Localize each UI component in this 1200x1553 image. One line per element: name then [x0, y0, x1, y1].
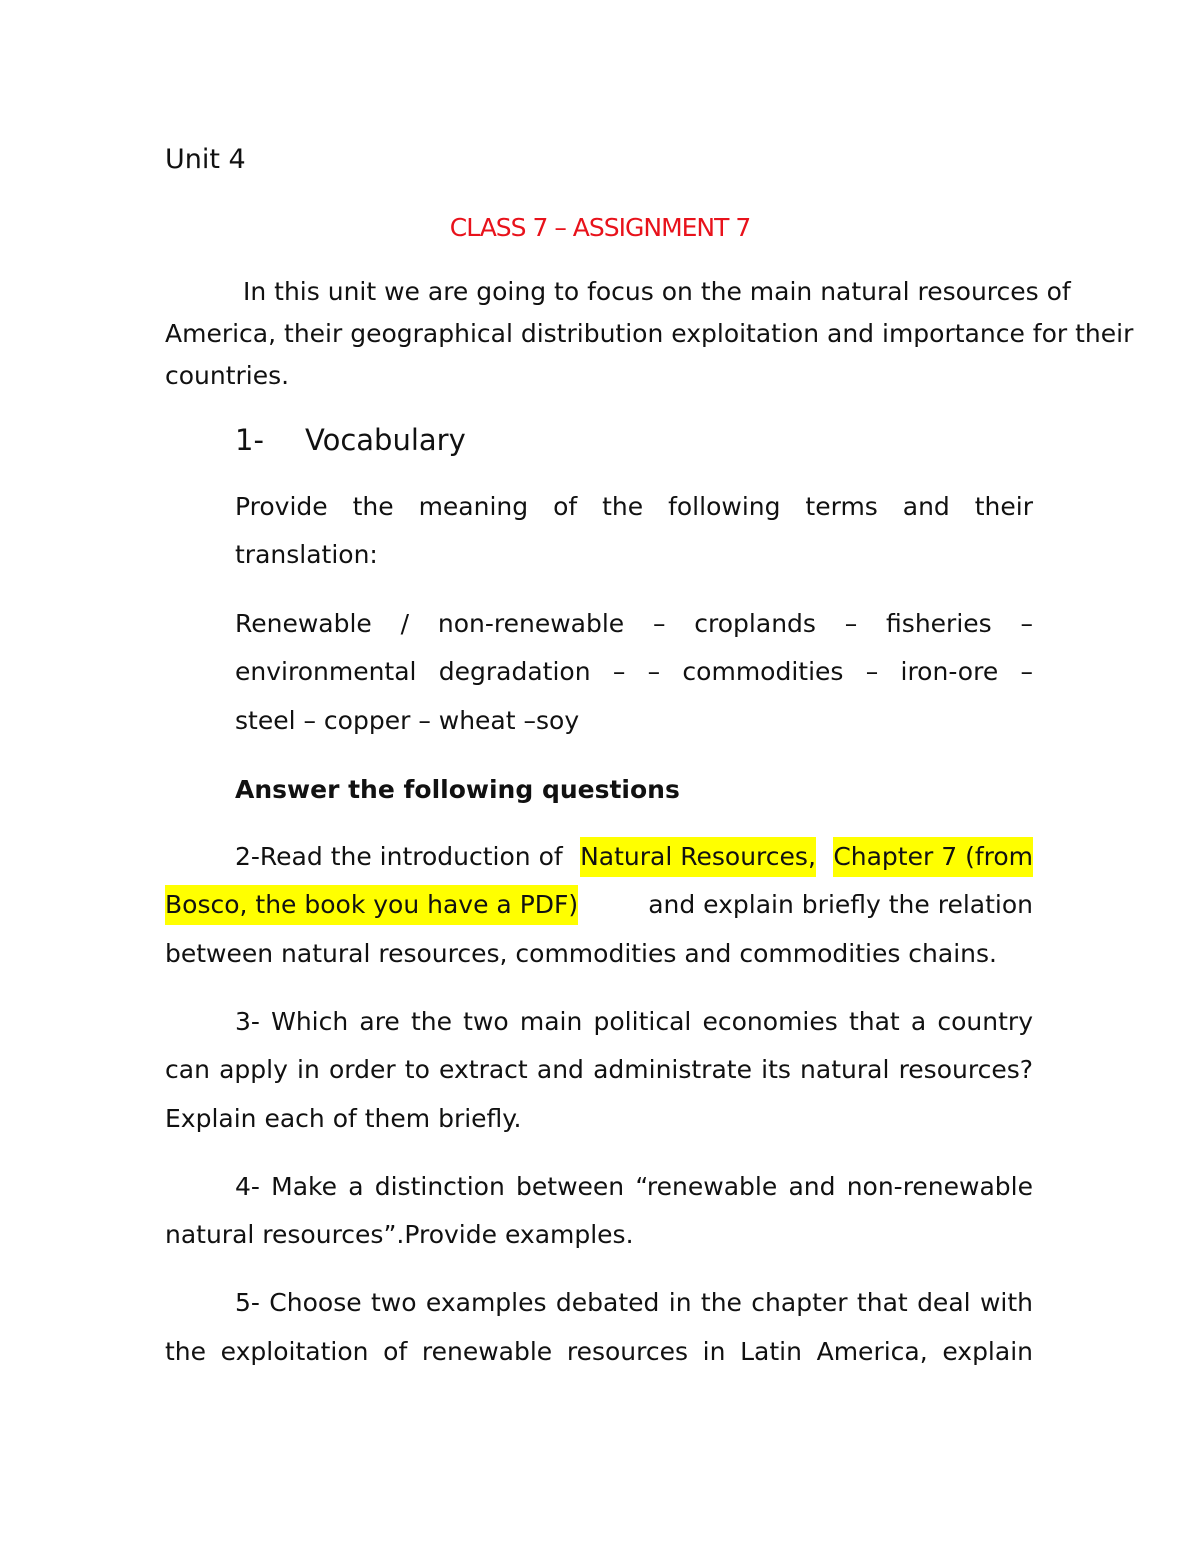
- section-number: 1-: [235, 423, 264, 457]
- assignment-title: CLASS 7 – ASSIGNMENT 7: [449, 213, 751, 242]
- unit-label: Unit 4: [165, 144, 246, 175]
- section-vocabulary-heading: [235, 420, 466, 460]
- q4-line-2: natural resources”.Provide examples.: [165, 1220, 634, 1249]
- q2-rest: and explain briefly the relation: [648, 890, 1033, 919]
- questions-heading: Answer the following questions: [235, 775, 680, 804]
- q2-line-1: [235, 837, 1033, 877]
- vocab-terms-line-2: environmental degradation – – commodities – iron-ore –: [235, 657, 1033, 686]
- vocab-terms-line-1: Renewable / non-renewable – croplands – fisheries –: [235, 609, 1033, 638]
- q2-highlight-bosco: Bosco, the book you have a PDF): [165, 885, 578, 925]
- intro-line-1: In this unit we are going to focus on the main natural resources of: [243, 277, 1071, 306]
- q3-line-2: can apply in order to extract and administrate its natural resources?: [165, 1055, 1033, 1084]
- q5-line-2: the exploitation of renewable resources in Latin America, explain: [165, 1337, 1033, 1366]
- q5-line-1: 5- Choose two examples debated in the chapter that deal with: [235, 1288, 1033, 1317]
- section-title: Vocabulary: [305, 423, 466, 457]
- q3-line-3: Explain each of them briefly.: [165, 1104, 522, 1133]
- intro-line-3: countries.: [165, 361, 290, 390]
- q4-line-1: 4- Make a distinction between “renewable and non-renewable: [235, 1172, 1033, 1201]
- q2-line-2: [165, 885, 1033, 925]
- q2-line-3: between natural resources, commodities and commodities chains.: [165, 939, 997, 968]
- q3-line-1: 3- Which are the two main political economies that a country: [235, 1007, 1033, 1036]
- vocab-instruction-line-1: Provide the meaning of the following terms and their: [235, 492, 1033, 521]
- q2-highlight-chapter: Chapter 7 (from: [833, 837, 1033, 877]
- q2-prefix: 2-Read the introduction of: [235, 842, 563, 871]
- vocab-instruction-line-2: translation:: [235, 540, 378, 569]
- q2-highlight-natural-resources: Natural Resources,: [580, 837, 816, 877]
- intro-line-2: America, their geographical distribution exploitation and importance for their: [165, 319, 1134, 348]
- vocab-terms-line-3: steel – copper – wheat –soy: [235, 706, 580, 735]
